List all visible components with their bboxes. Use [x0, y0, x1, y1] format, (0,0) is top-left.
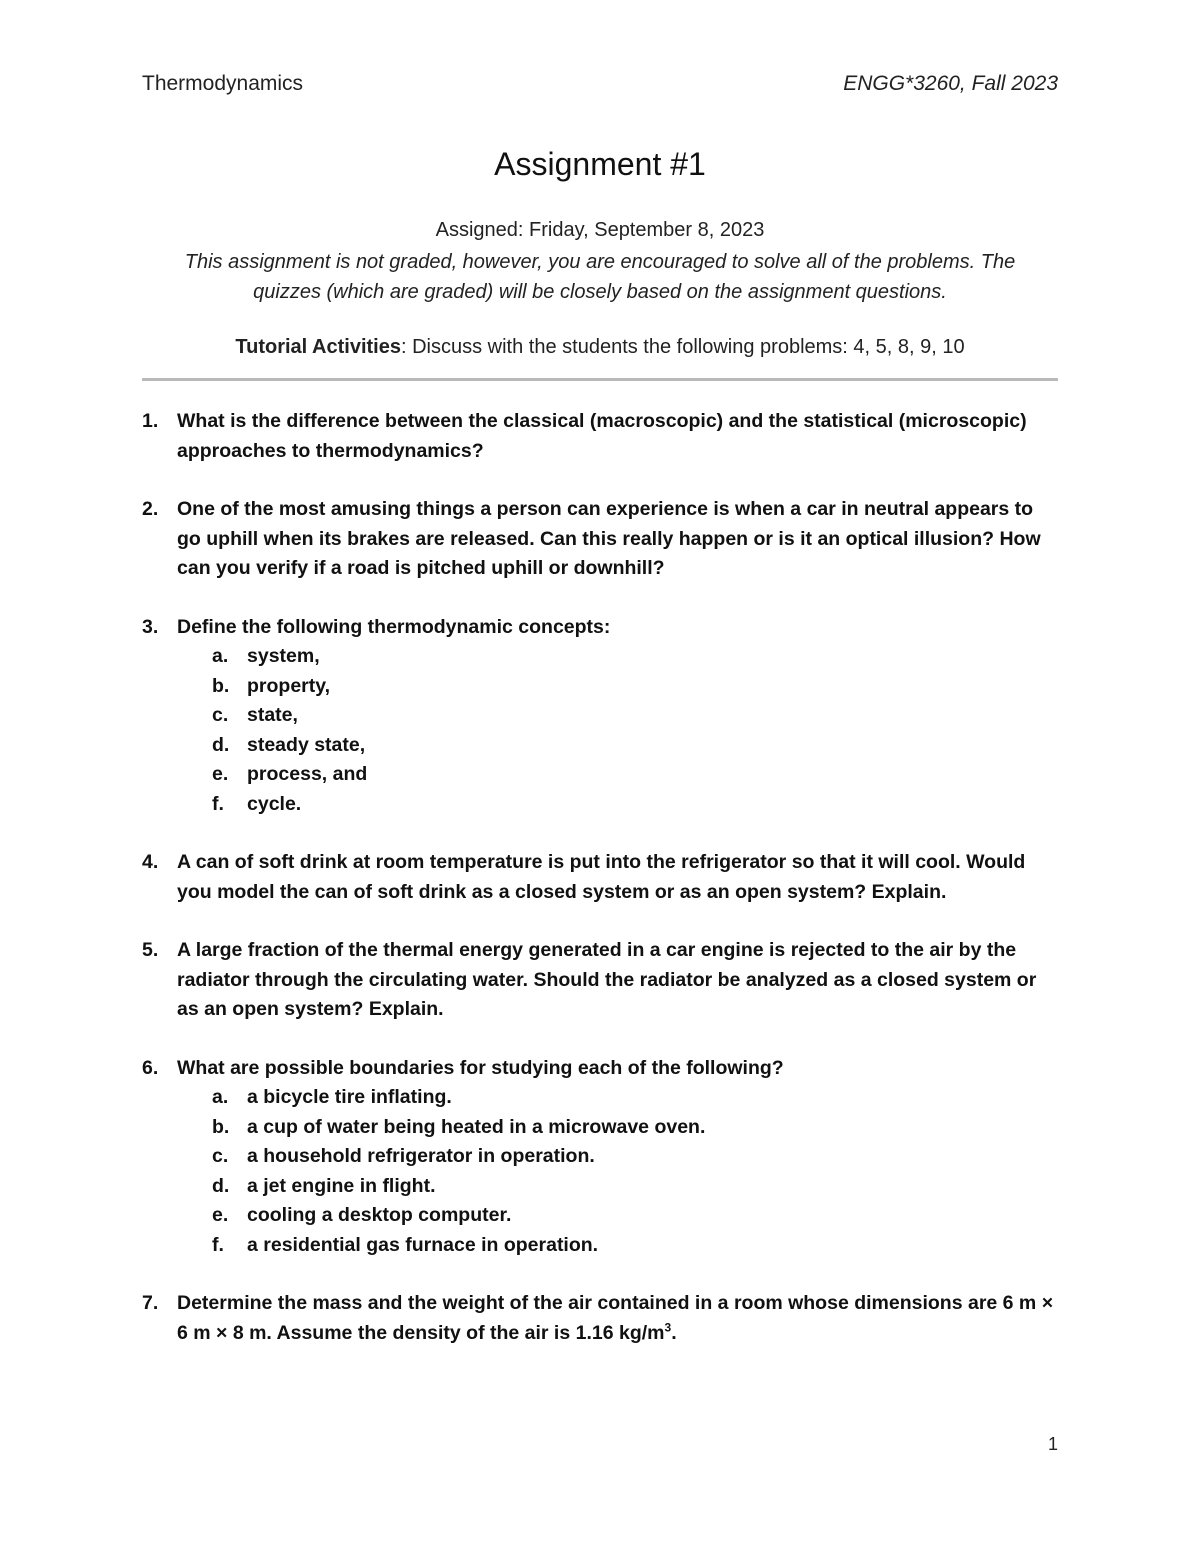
question-text: Define the following thermodynamic concepts: [177, 615, 611, 638]
question-4 [142, 848, 1060, 907]
question-7 [142, 1289, 1060, 1348]
sub-item-text: cooling a desktop computer. [247, 1204, 512, 1226]
question-text: What is the difference between the classical (macroscopic) and the statistical (microscopic) approaches to thermodynamics? [177, 410, 1027, 462]
sub-item-text: state, [247, 704, 298, 726]
sub-item-letter: d. [212, 733, 230, 756]
sub-item-text: process, and [247, 763, 368, 785]
superscript-exponent: 3 [664, 1320, 672, 1334]
question-6 [142, 1054, 1060, 1261]
sub-item-text: a cup of water being heated in a microwave oven. [247, 1115, 706, 1138]
question-text: A large fraction of the thermal energy generated in a car engine is rejected to the air by the radiator through the circulating water. Should the radiator be analyzed as a closed system or as an open system? Explain. [177, 939, 1037, 1020]
question-3 [142, 613, 1060, 820]
sub-item [177, 672, 1060, 702]
sub-item [177, 760, 1060, 790]
assigned-date: Assigned: Friday, September 8, 2023 [435, 219, 765, 241]
question-number: 5. [142, 939, 159, 961]
sub-item-letter: b. [212, 1115, 230, 1138]
grading-note: This assignment is not graded, however, you are encouraged to solve all of the problems. The quizzes (which are graded) will be closely based on the assignment questions. [184, 251, 1016, 303]
section-divider [142, 378, 1058, 381]
sub-item [177, 790, 1060, 820]
sub-item-text: a bicycle tire inflating. [247, 1086, 452, 1108]
question-number: 7. [142, 1292, 159, 1314]
question-text [177, 1289, 1060, 1348]
sub-item-letter: d. [212, 1174, 230, 1197]
header-course-code: ENGG*3260, Fall 2023 [843, 72, 1058, 95]
question-number: 4. [142, 851, 159, 873]
sub-item-text: steady state, [247, 733, 366, 756]
sub-item-letter: e. [212, 1204, 229, 1226]
question-number: 1. [142, 410, 159, 432]
sub-item-letter: a. [212, 1086, 229, 1108]
sub-item-text: a jet engine in flight. [247, 1174, 436, 1197]
sub-item [177, 1142, 1060, 1172]
tutorial-label: Tutorial Activities [235, 336, 401, 358]
sub-item-text: a household refrigerator in operation. [247, 1145, 595, 1167]
sub-item-list [177, 1083, 1060, 1260]
sub-item [177, 1083, 1060, 1113]
sub-item [177, 1113, 1060, 1143]
sub-item [177, 701, 1060, 731]
question-text: What are possible boundaries for studying each of the following? [177, 1056, 784, 1079]
sub-item [177, 1172, 1060, 1202]
sub-item-text: system, [247, 645, 320, 667]
sub-item-list [177, 642, 1060, 819]
sub-item [177, 731, 1060, 761]
sub-item-letter: a. [212, 645, 229, 667]
sub-item-text: cycle. [247, 792, 302, 815]
question-text: One of the most amusing things a person can experience is when a car in neutral appears to go uphill when its brakes are released. Can this really happen or is it an optical illusion? How can you verify if a road is pitched uphill or downhill? [177, 498, 1041, 579]
page-title: Assignment #1 [494, 146, 706, 182]
sub-item-text: a residential gas furnace in operation. [247, 1233, 599, 1256]
sub-item [177, 642, 1060, 672]
tutorial-activities [0, 336, 1200, 359]
tutorial-text: : Discuss with the students the following problems: 4, 5, 8, 9, 10 [400, 336, 965, 358]
sub-item-letter: c. [212, 1145, 229, 1167]
page-number: 1 [1047, 1434, 1058, 1454]
sub-item-letter: f. [212, 1233, 224, 1256]
question-number: 3. [142, 615, 159, 638]
question-text-main: Determine the mass and the weight of the air contained in a room whose dimensions are 6 m × 6 m × 8 m. Assume the density of the air is 1.16 kg/m [177, 1292, 1054, 1344]
sub-item [177, 1231, 1060, 1261]
question-number: 2. [142, 498, 159, 520]
sub-item-letter: b. [212, 674, 230, 697]
question-1 [142, 407, 1060, 466]
question-number: 6. [142, 1056, 159, 1079]
sub-item-letter: e. [212, 763, 229, 785]
question-text-end: . [671, 1321, 677, 1344]
sub-item-letter: f. [212, 792, 224, 815]
question-list [142, 407, 1060, 1377]
sub-item-letter: c. [212, 704, 229, 726]
sub-item [177, 1201, 1060, 1231]
question-5 [142, 936, 1060, 1025]
sub-item-text: property, [247, 674, 331, 697]
header-course-topic: Thermodynamics [142, 72, 304, 95]
question-2 [142, 495, 1060, 584]
question-text: A can of soft drink at room temperature is put into the refrigerator so that it will cool. Would you model the can of soft drink as a closed system or as an open system? Explain. [177, 851, 1026, 903]
